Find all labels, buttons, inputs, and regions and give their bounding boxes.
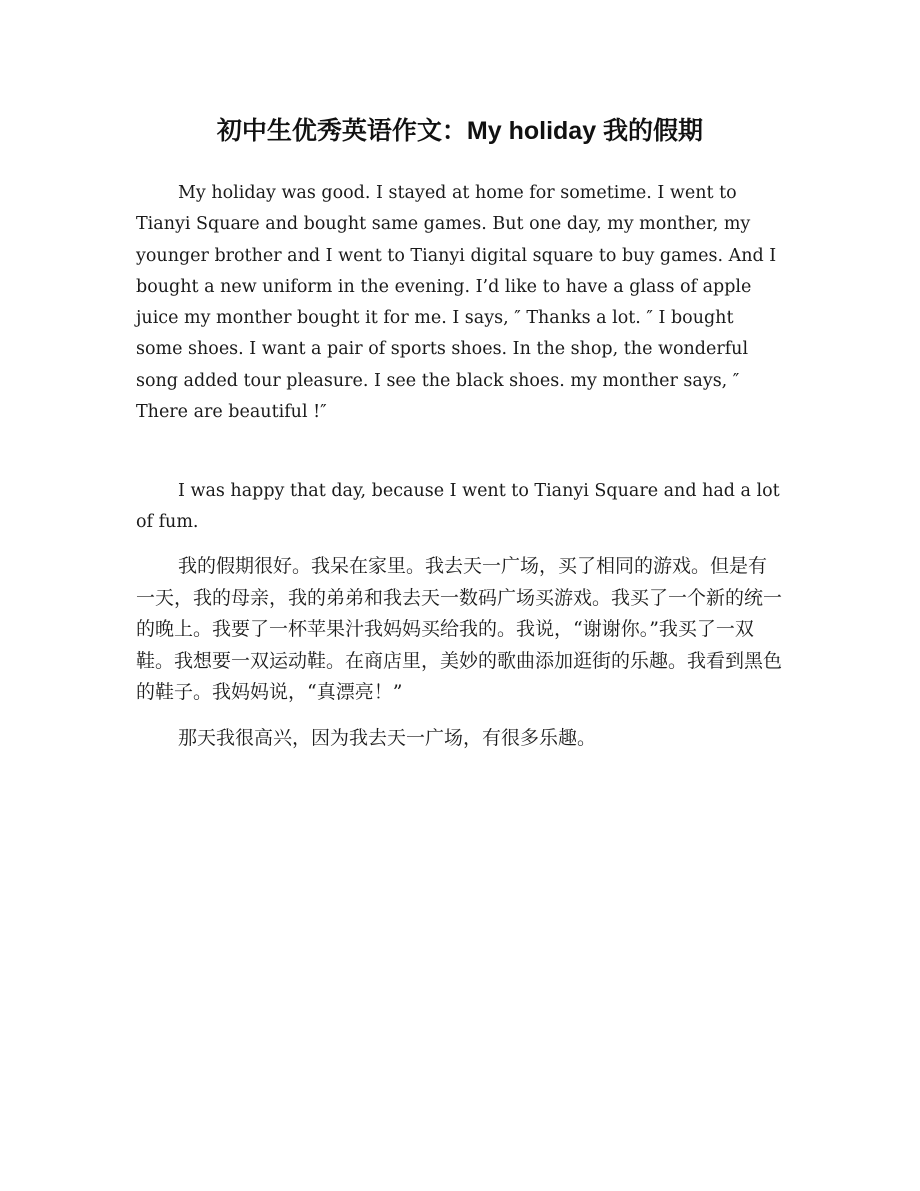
paragraph-chinese-1: 我的假期很好。我呆在家里。我去天一广场，买了相同的游戏。但是有一天，我的母亲，我的弟弟和我去天一数码广场买游戏。我买了一个新的统一的晚上。我要了一杯苹果汁我妈妈买给我的。我说，“谢谢你。”我买了一双鞋。我想要一双运动鞋。在商店里，美妙的歌曲添加逛街的乐趣。我看到黑色的鞋子。我妈妈说，“真漂亮！” xyxy=(136,555,783,704)
document-title: 初中生优秀英语作文：My holiday 我的假期 xyxy=(216,117,704,145)
paragraph-chinese-2: 那天我很高兴，因为我去天一广场，有很多乐趣。 xyxy=(178,727,597,749)
paragraph-english-1: My holiday was good. I stayed at home for sometime. I went to Tianyi Square and bought same games. But one day, my monther, my younger brother and I went to Tianyi digital square to buy games. And I bought a new uniform in the evening. I’d like to have a glass of apple juice my monther bought it for me. I says, ″ Thanks a lot. ″ I bought some shoes. I want a pair of sports shoes. In the shop, the wonderful song added tour pleasure. I see the black shoes. my monther says, ″ There are beautiful !″ xyxy=(136,183,777,423)
paragraph-english-2: I was happy that day, because I went to Tianyi Square and had a lot of fum. xyxy=(136,481,780,533)
